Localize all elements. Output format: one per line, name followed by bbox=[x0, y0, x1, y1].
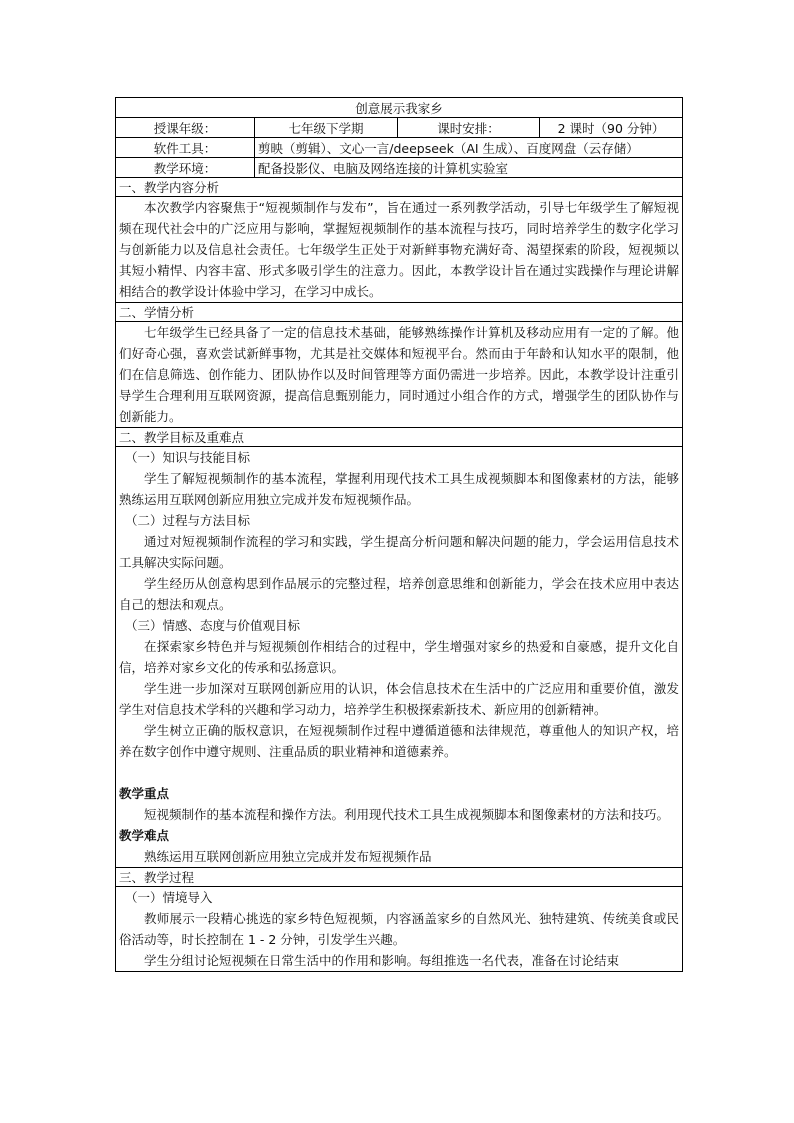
subheading: （一）情境导入 bbox=[125, 890, 213, 905]
difficulties-text: 熟练运用互联网创新应用独立完成并发布短视频作品 bbox=[144, 849, 432, 864]
paragraph: 在探索家乡特色并与短视频创作相结合的过程中，学生增强对家乡的热爱和自豪感，提升文化自信，培养对家乡文化的传承和弘扬意识。 bbox=[119, 639, 680, 675]
paragraph: 教师展示一段精心挑选的家乡特色短视频，内容涵盖家乡的自然风光、独特建筑、传统美食或民俗活动等，时长控制在 1 - 2 分钟，引发学生兴趣。 bbox=[119, 911, 680, 947]
hours-value: 2 课时（90 分钟） bbox=[540, 118, 683, 138]
paragraph: 学生进一步加深对互联网创新应用的认识，体会信息技术在生活中的广泛应用和重要价值，激发学生对信息技术学科的兴趣和学习动力，培养学生积极探索新技术、新应用的创新精神。 bbox=[119, 681, 680, 717]
key-points-text: 短视频制作的基本流程和操作方法。利用现代技术工具生成视频脚本和图像素材的方法和技巧。 bbox=[144, 807, 670, 822]
paragraph: 学生树立正确的版权意识，在短视频制作过程中遵循道德和法律规范，尊重他人的知识产权，培养在数字创作中遵守规则、注重品质的职业精神和道德素养。 bbox=[119, 723, 680, 759]
grade-value: 七年级下学期 bbox=[255, 118, 398, 138]
hours-label: 课时安排： bbox=[398, 118, 540, 138]
spacer bbox=[119, 762, 679, 783]
section-content bbox=[116, 197, 683, 303]
paragraph: 学生分组讨论短视频在日常生活中的作用和影响。每组推选一名代表，准备在讨论结束 bbox=[144, 953, 620, 968]
section-heading: 二、教学目标及重难点 bbox=[116, 428, 683, 447]
paragraph: 通过对短视频制作流程的学习和实践，学生提高分析问题和解决问题的能力，学会运用信息技术工具解决实际问题。 bbox=[119, 534, 680, 570]
tools-value: 剪映（剪辑）、文心一言/deepseek（AI 生成）、百度网盘（云存储） bbox=[255, 138, 683, 158]
subheading: （三）情感、态度与价值观目标 bbox=[125, 618, 301, 633]
key-points-label: 教学重点 bbox=[119, 786, 170, 801]
paragraph: 学生经历从创意构思到作品展示的完整过程，培养创意思维和创新能力，学会在技术应用中表达自己的想法和观点。 bbox=[119, 576, 680, 612]
paragraph: 七年级学生已经具备了一定的信息技术基础，能够熟练操作计算机及移动应用有一定的了解。他们好奇心强，喜欢尝试新鲜事物，尤其是社交媒体和短视平台。然而由于年龄和认知水平的限制，他们在信息筛选、创作能力、团队协作以及时间管理等方面仍需进一步培养。因此，本教学设计注重引导学生合理利用互联网资源，提高信息甄别能力，同时通过小组合作的方式，增强学生的团队协作与创新能力。 bbox=[119, 325, 680, 424]
section-heading: 三、教学过程 bbox=[116, 868, 683, 887]
section-content bbox=[116, 447, 683, 868]
section-heading: 二、学情分析 bbox=[116, 303, 683, 322]
document-title: 创意展示我家乡 bbox=[116, 98, 683, 118]
subheading: （二）过程与方法目标 bbox=[125, 513, 251, 528]
section-content bbox=[116, 322, 683, 428]
grade-label: 授课年级： bbox=[116, 118, 255, 138]
env-label: 教学环境： bbox=[116, 158, 255, 178]
lesson-plan-table bbox=[115, 97, 683, 972]
section-content bbox=[116, 887, 683, 972]
section-heading: 一、教学内容分析 bbox=[116, 178, 683, 197]
tools-label: 软件工具： bbox=[116, 138, 255, 158]
paragraph: 学生了解短视频制作的基本流程，掌握利用现代技术工具生成视频脚本和图像素材的方法，能够熟练运用互联网创新应用独立完成并发布短视频作品。 bbox=[119, 471, 680, 507]
env-value: 配备投影仪、电脑及网络连接的计算机实验室 bbox=[255, 158, 683, 178]
subheading: （一）知识与技能目标 bbox=[125, 450, 251, 465]
paragraph: 本次教学内容聚焦于“短视频制作与发布”，旨在通过一系列教学活动，引导七年级学生了解短视频在现代社会中的广泛应用与影响，掌握短视频制作的基本流程与技巧，同时培养学生的数字化学习与创新能力以及信息社会责任。七年级学生正处于对新鲜事物充满好奇、渴望探索的阶段，短视频以其短小精悍、内容丰富、形式多吸引学生的注意力。因此，本教学设计旨在通过实践操作与理论讲解相结合的教学设计体验中学习，在学习中成长。 bbox=[119, 200, 680, 299]
difficulties-label: 教学难点 bbox=[119, 828, 170, 843]
